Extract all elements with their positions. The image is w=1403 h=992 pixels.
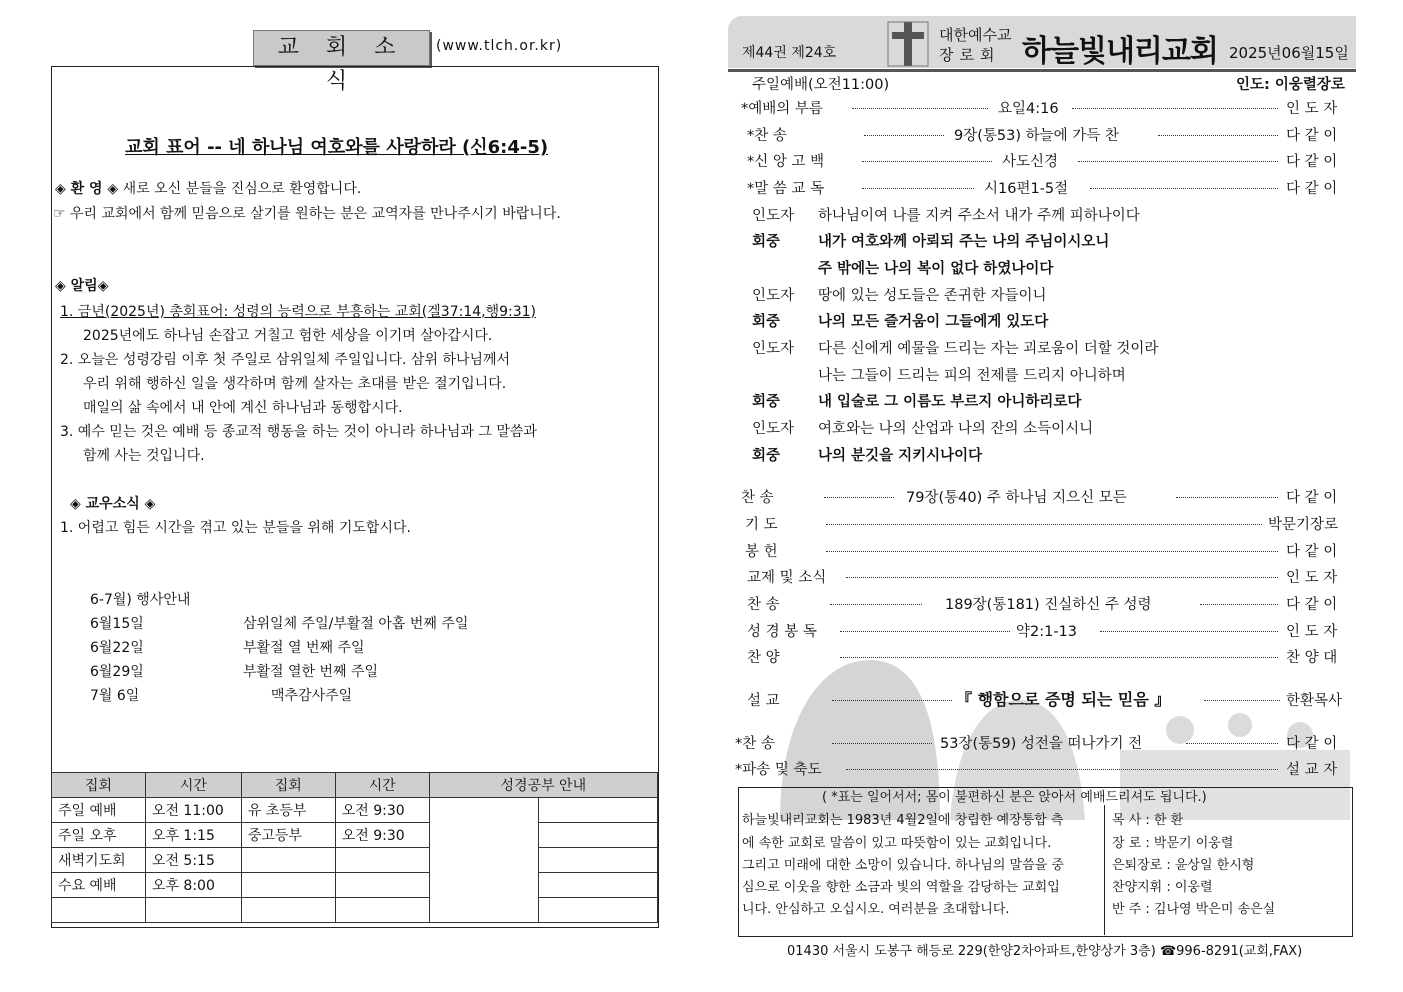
- dot-leader: [830, 604, 922, 605]
- notice-heading: ◈ 알림◈: [55, 278, 109, 294]
- dot-leader: [862, 188, 974, 189]
- order-item-name: 설 교: [747, 693, 780, 709]
- order-item-content: 시16편1-5절: [984, 181, 1069, 197]
- reading-line: 나는 그들이 드리는 피의 전제를 드리지 아니하며: [818, 368, 1126, 384]
- study-cell: [539, 848, 658, 873]
- table-cell: 주일 예배: [52, 798, 146, 823]
- reading-line: 내가 여호와께 아뢰되 주는 나의 주님이시오니: [818, 234, 1110, 250]
- order-item-name: 봉 헌: [745, 544, 778, 560]
- table-cell: [52, 898, 146, 923]
- study-cell: [539, 873, 658, 898]
- order-item-content: 약2:1-13: [1016, 624, 1078, 640]
- intro-line: 에 속한 교회로 말씀이 있고 따뜻함이 있는 교회입니다.: [742, 836, 1052, 851]
- dot-leader: [846, 769, 1278, 770]
- staff-line: 반 주 : 김나영 박은미 송은실: [1112, 902, 1276, 917]
- dot-leader: [1090, 188, 1278, 189]
- study-cell: [539, 823, 658, 848]
- header-cell: 성경공부 안내: [429, 773, 657, 798]
- dot-leader: [832, 700, 952, 701]
- dot-leader: [864, 135, 944, 136]
- news-title: 교 회 소 식: [253, 30, 430, 66]
- reading-role: 인도자: [752, 341, 795, 357]
- reading-line: 하나님이여 나를 지켜 주소서 내가 주께 피하나이다: [818, 208, 1140, 224]
- reading-line: 땅에 있는 성도들은 존귀한 자들이니: [818, 288, 1047, 304]
- dot-leader: [832, 743, 932, 744]
- order-item-by: 다 같 이: [1286, 490, 1338, 506]
- reading-role: 인도자: [752, 421, 795, 437]
- order-item-by: 다 같 이: [1286, 544, 1338, 560]
- reading-line: 주 밖에는 나의 복이 없다 하였나이다: [818, 261, 1054, 277]
- dot-leader: [852, 108, 988, 109]
- table-cell: [335, 898, 429, 923]
- notice-3-line1: 3. 예수 믿는 것은 예배 등 종교적 행동을 하는 것이 아니라 하나님과 그 말씀과: [60, 424, 537, 440]
- order-item-name: 성 경 봉 독: [747, 624, 817, 640]
- intro-line: 심으로 이웃을 향한 소금과 빛의 역할을 감당하는 교회입: [742, 880, 1060, 895]
- table-cell: 오전 5:15: [145, 848, 241, 873]
- dot-leader: [840, 657, 1278, 658]
- table-cell: 오후 1:15: [145, 823, 241, 848]
- welcome-note: ☞ 우리 교회에서 함께 믿음으로 살기를 원하는 분은 교역자를 만나주시기 바랍니다.: [53, 206, 561, 222]
- events-title: 6-7월) 행사안내: [90, 592, 191, 608]
- table-row: [52, 898, 658, 923]
- order-item-name: 찬 송: [747, 597, 780, 613]
- denomination-line1: 대한예수교: [939, 26, 1012, 44]
- reading-line: 다른 신에게 예물을 드리는 자는 괴로움이 더할 것이라: [818, 341, 1159, 357]
- event-desc: 부활절 열한 번째 주일: [243, 664, 379, 680]
- dot-leader: [1186, 743, 1278, 744]
- order-item-name: 찬 송: [741, 490, 774, 506]
- event-desc: 삼위일체 주일/부활절 아홉 번째 주일: [243, 616, 469, 632]
- study-cell: [539, 798, 658, 823]
- order-item-by: 찬 양 대: [1286, 650, 1338, 666]
- table-cell: [145, 898, 241, 923]
- table-cell: [241, 898, 335, 923]
- table-cell: 주일 오후: [52, 823, 146, 848]
- service-title: 주일예배(오전11:00): [752, 77, 890, 93]
- dot-leader: [1158, 135, 1278, 136]
- denomination-line2: 장로회: [939, 46, 1001, 64]
- table-cell: 오전 9:30: [335, 823, 429, 848]
- intro-line: 니다. 안심하고 오십시오. 여러분을 초대합니다.: [742, 902, 1010, 917]
- dot-leader: [826, 551, 1278, 552]
- info-divider: [1104, 805, 1105, 935]
- notice-2-line3: 매일의 삶 속에서 내 안에 계신 하나님과 동행합시다.: [83, 400, 403, 416]
- table-row: [52, 798, 658, 823]
- header-cell: 시간: [145, 773, 241, 798]
- intro-line: 하늘빛내리교회는 1983년 4월2일에 창립한 예장통합 측: [742, 813, 1064, 828]
- welcome-text: 새로 오신 분들을 진심으로 환영합니다.: [122, 181, 362, 197]
- notice-2-line2: 우리 위해 행하신 일을 생각하며 함께 살자는 초대를 받은 절기입니다.: [83, 376, 507, 392]
- order-item-by: 설 교 자: [1286, 762, 1338, 778]
- dot-leader: [846, 577, 1278, 578]
- order-item-name: *파송 및 축도: [735, 762, 822, 778]
- order-item-name: 찬 양: [747, 650, 780, 666]
- event-date: 6월22일: [90, 640, 144, 656]
- order-item-by: 다 같 이: [1286, 154, 1338, 170]
- dot-leader: [1078, 161, 1278, 162]
- order-item-content: 79장(통40) 주 하나님 지으신 모든: [906, 490, 1127, 506]
- staff-line: 장 로 : 박문기 이웅렬: [1112, 836, 1234, 851]
- notice-1-line2: 2025년에도 하나님 손잡고 거칠고 험한 세상을 이기며 살아갑시다.: [83, 328, 493, 344]
- event-desc: 부활절 열 번째 주일: [243, 640, 365, 656]
- friend-news-heading: ◈ 교우소식 ◈: [70, 496, 156, 512]
- reading-line: 여호와는 나의 산업과 나의 잔의 소득이시니: [818, 421, 1094, 437]
- table-cell: 오전 11:00: [145, 798, 241, 823]
- order-item-name: 교제 및 소식: [747, 570, 827, 586]
- header-cell: 집회: [52, 773, 146, 798]
- order-item-name: *찬 송: [747, 128, 787, 144]
- sermon-title: 『 행함으로 증명 되는 믿음 』: [956, 690, 1171, 709]
- dot-leader: [824, 497, 894, 498]
- table-cell: 수요 예배: [52, 873, 146, 898]
- church-address: 01430 서울시 도봉구 해등로 229(한양2차아파트,한양상가 3층) ☎996-8291(교회,FAX): [787, 944, 1303, 959]
- church-motto: 교회 표어 -- 네 하나님 여호와를 사랑하라 (신6:4-5): [125, 137, 549, 158]
- church-name: 하늘빛내리교회: [1022, 34, 1218, 69]
- cross-logo-icon: [886, 20, 930, 68]
- reading-role: 회중: [752, 234, 781, 250]
- order-item-by: 다 같 이: [1286, 128, 1338, 144]
- notice-1-line1: 1. 금년(2025년) 총회표어: 성령의 능력으로 부흥하는 교회(겔37:14,행9:31): [60, 304, 537, 320]
- order-item-by: 다 같 이: [1286, 181, 1338, 197]
- reading-line: 나의 모든 즐거움이 그들에게 있도다: [818, 314, 1049, 330]
- table-cell: [241, 848, 335, 873]
- reading-line: 내 입술로 그 이름도 부르지 아니하리로다: [818, 394, 1082, 410]
- table-cell: 새벽기도회: [52, 848, 146, 873]
- reading-role: 인도자: [752, 208, 795, 224]
- service-leader: 인도: 이웅렬장로: [1236, 77, 1345, 93]
- welcome-heading: ◈ 환 영 ◈: [55, 181, 119, 197]
- notice-2-line1: 2. 오늘은 성령강림 이후 첫 주일로 삼위일체 주일입니다. 삼위 하나님께서: [60, 352, 511, 368]
- order-item-by: 다 같 이: [1286, 736, 1338, 752]
- order-item-by: 인 도 자: [1286, 624, 1338, 640]
- dot-leader: [1200, 604, 1278, 605]
- order-item-by: 다 같 이: [1286, 597, 1338, 613]
- event-date: 6월15일: [90, 616, 144, 632]
- table-cell: 중고등부: [241, 823, 335, 848]
- reading-role: 회중: [752, 314, 781, 330]
- staff-line: 목 사 : 한 환: [1112, 813, 1184, 828]
- dot-leader: [1100, 631, 1278, 632]
- study-cell: [429, 798, 539, 923]
- order-item-name: 기 도: [745, 517, 778, 533]
- dot-leader: [1204, 700, 1280, 701]
- friend-news-item: 1. 어렵고 힘든 시간을 겪고 있는 분들을 위해 기도합시다.: [60, 520, 411, 536]
- meeting-schedule-table: [51, 772, 658, 923]
- dot-leader: [1176, 497, 1278, 498]
- order-item-content: 요일4:16: [998, 101, 1059, 117]
- order-item-name: *말 씀 교 독: [747, 181, 825, 197]
- order-item-content: 사도신경: [1002, 154, 1059, 170]
- order-item-name: *찬 송: [735, 736, 775, 752]
- order-item-name: *예배의 부름: [741, 101, 823, 117]
- welcome-section: [55, 178, 361, 198]
- reading-role: 회중: [752, 394, 781, 410]
- event-date: 6월29일: [90, 664, 144, 680]
- standing-note: ( *표는 일어서서; 몸이 불편하신 분은 앉아서 예배드리셔도 됩니다.): [822, 790, 1207, 805]
- table-row: [52, 873, 658, 898]
- church-url[interactable]: (www.tlch.or.kr): [436, 38, 563, 54]
- dot-leader: [826, 524, 1262, 525]
- table-cell: [335, 848, 429, 873]
- order-item-by: 박문기장로: [1268, 517, 1339, 533]
- volume-number: 제44권 제24호: [742, 45, 837, 61]
- staff-line: 은퇴장로 : 윤상일 한시형: [1112, 858, 1255, 873]
- dot-leader: [862, 161, 992, 162]
- notice-3-line2: 함께 사는 것입니다.: [83, 448, 205, 464]
- order-item-content: 9장(통53) 하늘에 가득 찬: [954, 128, 1119, 144]
- dot-leader: [840, 631, 1010, 632]
- reading-line: 나의 분깃을 지키시나이다: [818, 448, 983, 464]
- study-cell: [539, 898, 658, 923]
- intro-line: 그리고 미래에 대한 소망이 있습니다. 하나님의 말씀을 중: [742, 858, 1064, 873]
- staff-line: 찬양지휘 : 이웅렬: [1112, 880, 1213, 895]
- order-item-by: 인 도 자: [1286, 101, 1338, 117]
- bulletin-date: 2025년06월15일: [1229, 44, 1349, 62]
- table-row: [52, 848, 658, 873]
- table-cell: [241, 873, 335, 898]
- order-item-by: 인 도 자: [1286, 570, 1338, 586]
- order-item-by: 한환목사: [1286, 693, 1343, 709]
- order-item-content: 189장(통181) 진실하신 주 성령: [945, 597, 1152, 613]
- table-cell: 오후 8:00: [145, 873, 241, 898]
- order-item-name: *신 앙 고 백: [747, 154, 825, 170]
- header-cell: 집회: [241, 773, 335, 798]
- event-desc: 맥추감사주일: [271, 688, 353, 704]
- reading-role: 회중: [752, 448, 781, 464]
- table-row: [52, 823, 658, 848]
- table-cell: 오전 9:30: [335, 798, 429, 823]
- event-date: 7월 6일: [90, 688, 140, 704]
- table-header-row: [52, 773, 658, 798]
- table-cell: 유 초등부: [241, 798, 335, 823]
- reading-role: 인도자: [752, 288, 795, 304]
- table-cell: [335, 873, 429, 898]
- dot-leader: [1072, 108, 1278, 109]
- header-cell: 시간: [335, 773, 429, 798]
- order-item-content: 53장(통59) 성전을 떠나가기 전: [940, 736, 1143, 752]
